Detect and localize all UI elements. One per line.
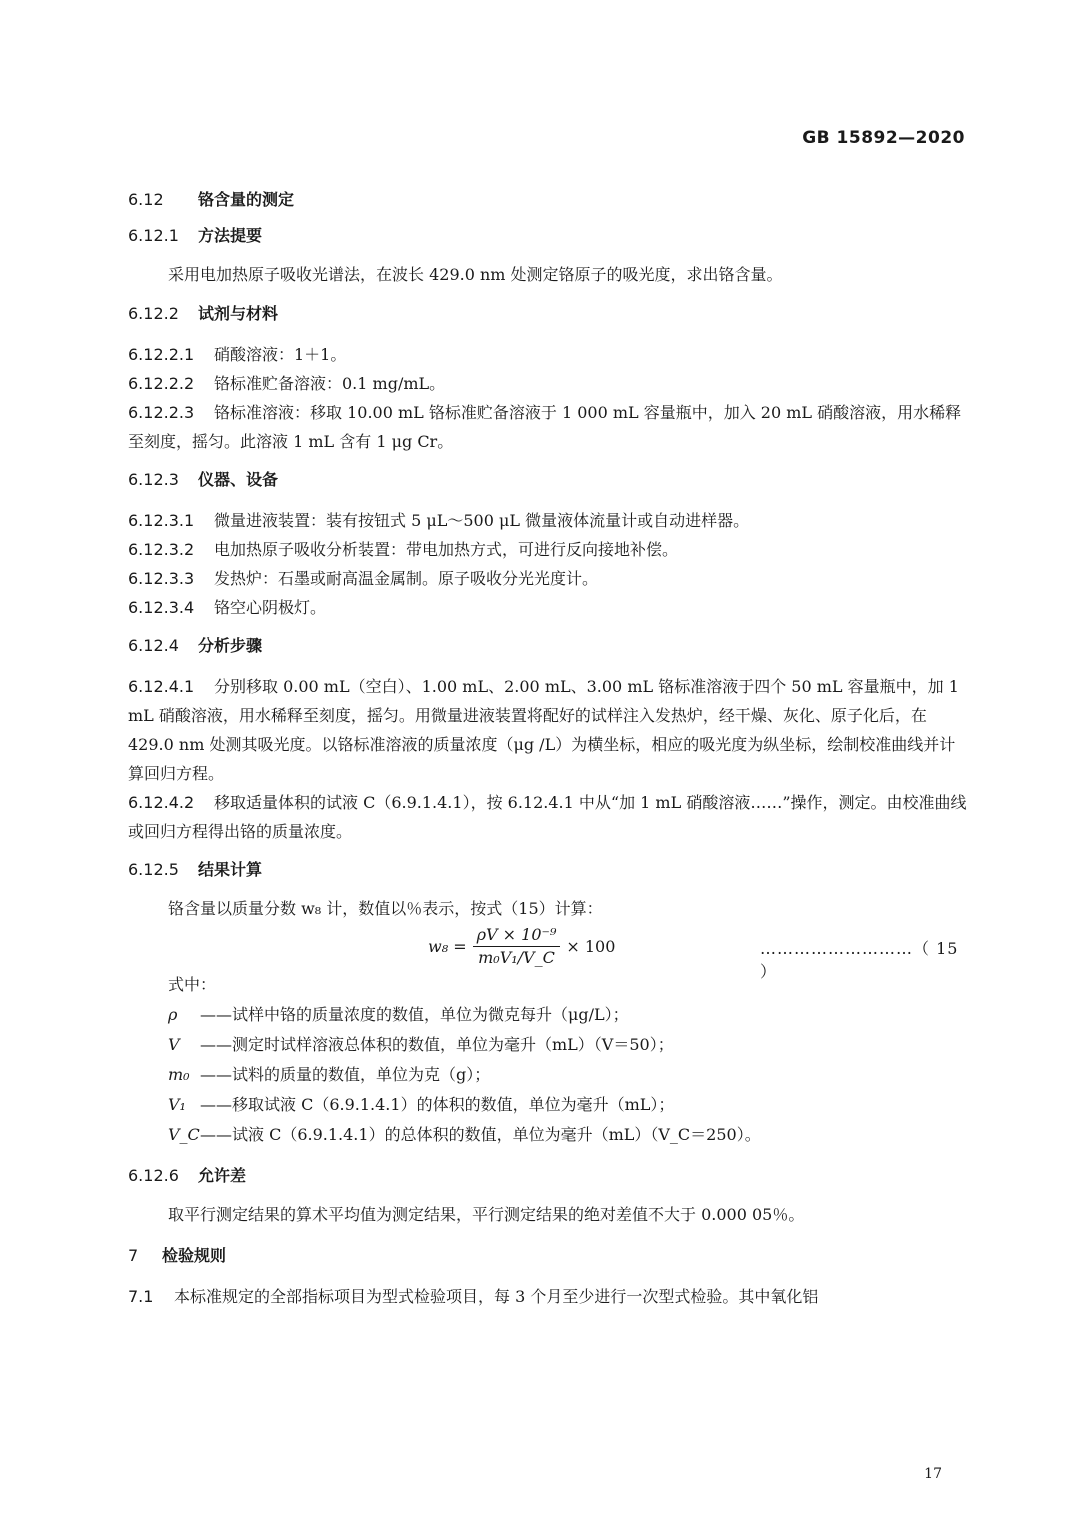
clause-text: 铬标准贮备溶液：0.1 mg/mL。 — [214, 374, 446, 393]
formula-15 — [128, 924, 968, 981]
clause — [128, 535, 968, 564]
section-number: 6.12 — [128, 190, 164, 209]
formula-lhs: w₈ = — [428, 937, 467, 956]
formula-numerator: ρV × 10⁻⁹ — [473, 924, 561, 947]
clause-text: 硝酸溶液：1＋1。 — [214, 345, 347, 364]
section-number: 6.12.4 — [128, 636, 179, 655]
clause — [128, 564, 968, 593]
clause-text: 移取适量体积的试液 C（6.9.1.4.1），按 6.12.4.1 中从“加 1 mL 硝酸溶液……”操作，测定。由校准曲线或回归方程得出铬的质量浓度。 — [128, 793, 967, 841]
standard-code: GB 15892—2020 — [802, 128, 965, 148]
document-body — [128, 188, 968, 1311]
definition-text: ——试液 C（6.9.1.4.1）的总体积的数值，单位为毫升（mL）（V_C＝250）。 — [200, 1125, 761, 1144]
formula-tail: × 100 — [566, 937, 616, 956]
symbol: ρ — [168, 1005, 178, 1024]
symbol: V_C — [168, 1125, 200, 1144]
symbol: V — [168, 1035, 180, 1054]
formula-fraction — [473, 924, 561, 969]
definition — [128, 1000, 968, 1030]
clause — [128, 340, 968, 369]
section-title: 结果计算 — [198, 860, 263, 879]
chapter-number: 7 — [128, 1246, 139, 1265]
paragraph: 铬含量以质量分数 w₈ 计，数值以％表示，按式（15）计算： — [168, 899, 603, 918]
definition — [128, 1030, 968, 1060]
variable-definitions — [128, 1000, 968, 1150]
clause — [128, 1282, 968, 1311]
section-title: 允许差 — [198, 1166, 247, 1185]
section-heading — [128, 224, 968, 248]
chapter-title: 检验规则 — [162, 1246, 227, 1265]
clause-number: 6.12.2.1 — [128, 345, 195, 364]
clause — [128, 593, 968, 622]
equation-number: ………………………（ 15 ） — [760, 939, 959, 981]
section-heading — [128, 302, 968, 326]
definition-text: ——试料的质量的数值，单位为克（g）； — [200, 1065, 491, 1084]
section-number: 6.12.2 — [128, 304, 179, 323]
clause-text: 分别移取 0.00 mL（空白）、1.00 mL、2.00 mL、3.00 mL 铬标准溶液于四个 50 mL 容量瓶中，加 1 mL 硝酸溶液，用水稀释至刻度，摇匀。用微量进液装置将配好的试样注入发热炉，经干燥、灰化、原子化后，在 429.0 nm 处测其吸光度。以铬标准溶液的质量浓度（μg /L）为横坐标，相应的吸光度为纵坐标，绘制校准曲线并计算回归方程。 — [128, 677, 959, 783]
clause — [128, 672, 968, 788]
section-heading — [128, 858, 968, 882]
section-title: 试剂与材料 — [198, 304, 279, 323]
clause-text: 本标准规定的全部指标项目为型式检验项目，每 3 个月至少进行一次型式检验。其中氧化铝 — [174, 1287, 819, 1306]
section-number: 6.12.3 — [128, 470, 179, 489]
chapter-heading — [128, 1244, 968, 1268]
page-number: 17 — [924, 1466, 942, 1482]
where-label: 式中： — [168, 975, 217, 994]
section-heading — [128, 468, 968, 492]
clause-number: 6.12.4.1 — [128, 677, 195, 696]
symbol: V₁ — [168, 1095, 186, 1114]
clause — [128, 398, 968, 456]
section-title: 分析步骤 — [198, 636, 263, 655]
definition-text: ——移取试液 C（6.9.1.4.1）的体积的数值，单位为毫升（mL）； — [200, 1095, 675, 1114]
clause-number: 6.12.4.2 — [128, 793, 195, 812]
section-number: 6.12.1 — [128, 226, 179, 245]
section-heading — [128, 1164, 968, 1188]
clause-text: 电加热原子吸收分析装置：带电加热方式，可进行反向接地补偿。 — [214, 540, 679, 559]
paragraph: 取平行测定结果的算术平均值为测定结果，平行测定结果的绝对差值不大于 0.000 05％。 — [168, 1205, 805, 1224]
formula — [428, 924, 615, 969]
symbol: m₀ — [168, 1065, 190, 1084]
section-title: 方法提要 — [198, 226, 263, 245]
section-number: 6.12.6 — [128, 1166, 179, 1185]
section-heading — [128, 188, 968, 212]
definition — [128, 1120, 968, 1150]
section-heading — [128, 634, 968, 658]
definition-text: ——试样中铬的质量浓度的数值，单位为微克每升（μg/L）； — [200, 1005, 629, 1024]
clause-number: 7.1 — [128, 1287, 154, 1306]
clause — [128, 506, 968, 535]
definition — [128, 1060, 968, 1090]
clause-text: 铬标准溶液：移取 10.00 mL 铬标准贮备溶液于 1 000 mL 容量瓶中，加入 20 mL 硝酸溶液，用水稀释至刻度，摇匀。此溶液 1 mL 含有 1 μg Cr。 — [128, 403, 962, 451]
clause-number: 6.12.2.3 — [128, 403, 195, 422]
formula-denominator: m₀V₁/V_C — [478, 948, 555, 967]
section-number: 6.12.5 — [128, 860, 179, 879]
definition-text: ——测定时试样溶液总体积的数值，单位为毫升（mL）（V＝50）； — [200, 1035, 674, 1054]
clause-number: 6.12.2.2 — [128, 374, 195, 393]
section-title: 仪器、设备 — [198, 470, 279, 489]
clause-number: 6.12.3.1 — [128, 511, 195, 530]
clause — [128, 788, 968, 846]
clause-text: 铬空心阴极灯。 — [214, 598, 327, 617]
clause-text: 发热炉：石墨或耐高温金属制。原子吸收分光光度计。 — [214, 569, 599, 588]
clause-number: 6.12.3.2 — [128, 540, 195, 559]
paragraph: 采用电加热原子吸收光谱法，在波长 429.0 nm 处测定铬原子的吸光度，求出铬含量。 — [168, 265, 783, 284]
section-title: 铬含量的测定 — [198, 190, 295, 209]
definition — [128, 1090, 968, 1120]
clause-number: 6.12.3.4 — [128, 598, 195, 617]
clause-number: 6.12.3.3 — [128, 569, 195, 588]
clause — [128, 369, 968, 398]
clause-text: 微量进液装置：装有按钮式 5 μL～500 μL 微量液体流量计或自动进样器。 — [214, 511, 750, 530]
